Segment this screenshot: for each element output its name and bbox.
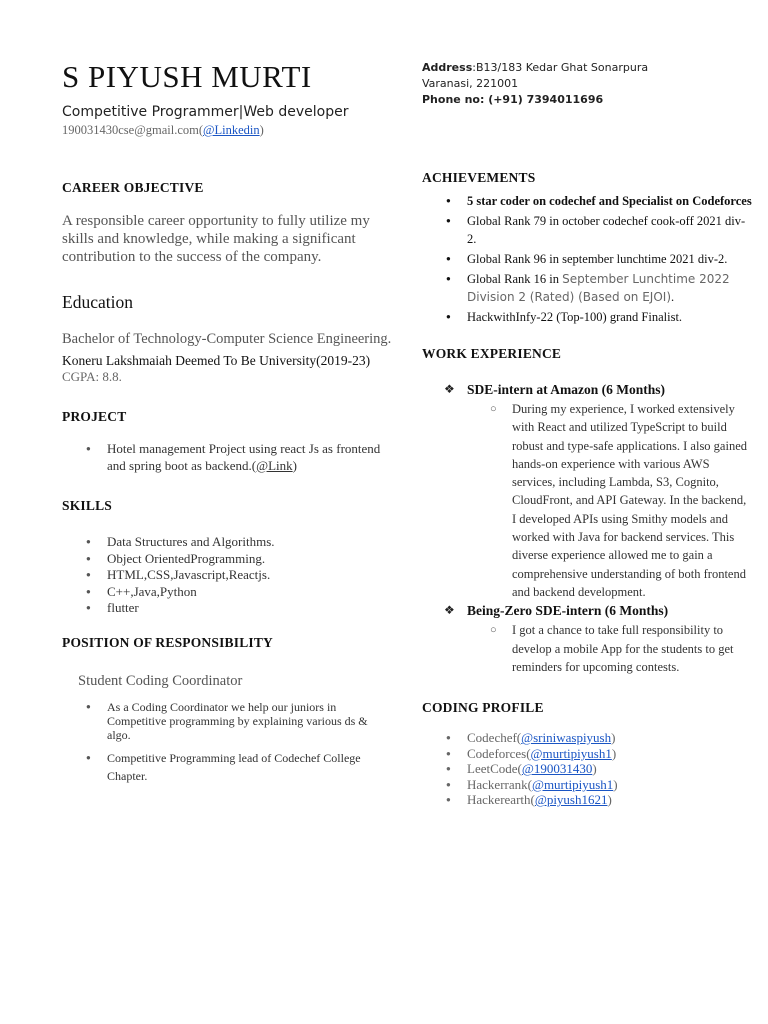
coding-site: Hackerearth( [467, 792, 535, 808]
email-text: 190031430cse@gmail.com( [62, 123, 203, 137]
diamond-bullet-icon: ❖ [444, 603, 455, 618]
address-line1: :B13/183 Kedar Ghat Sonarpura [472, 61, 649, 74]
coding-item [422, 777, 752, 793]
skills-heading: SKILLS [62, 498, 112, 513]
address-line2: Varanasi, 221001 [422, 77, 519, 90]
achievement-4-contest: September Lunchtime 2022 Division 2 (Rated) (Based on EJOI) [467, 272, 730, 304]
achievement-4-prefix: Global Rank 16 in [467, 272, 563, 286]
skill-item: ● C++,Java,Python [62, 584, 392, 601]
project-item [62, 441, 392, 474]
job-desc-text: During my experience, I worked extensively with React and utilized TypeScript to build robust and type-safe applications. I also gained hands-on experience with various AWS services, including Lambda, S3, Cognito, CloudFront, and API Gateway. In the backend, I developed APIs using Smithy models and worked with Java for backend services. This diverse experience allowed me to gain a comprehensive understanding of both frontend and backend development. [512, 402, 747, 599]
coding-item [422, 761, 752, 777]
coding-handle-link[interactable]: @190031430 [521, 761, 593, 777]
coding-item [422, 746, 752, 762]
job-title-amazon [422, 382, 752, 398]
achievement-4-suffix: . [671, 290, 675, 304]
diamond-bullet-icon: ❖ [444, 382, 455, 396]
education-cgpa: CGPA: 8.8. [62, 369, 122, 384]
project-list [62, 441, 392, 474]
job-desc-text: I got a chance to take full responsibility to develop a mobile App for the students to get reminders for upcoming contests. [512, 623, 734, 674]
coding-close: ) [607, 792, 612, 808]
coding-item [422, 792, 752, 808]
skill-item: ● flutter [62, 600, 392, 617]
work-heading: WORK EXPERIENCE [422, 346, 562, 361]
achievements-list [422, 192, 752, 326]
skill-item: ● Object OrientedProgramming. [62, 551, 392, 568]
job-title-text: Being-Zero SDE-intern (6 Months) [467, 603, 669, 619]
job-title-beingzero [422, 603, 752, 619]
achievement-item: ● HackwithInfy-22 (Top-100) grand Finalist. [422, 308, 752, 326]
responsibility-item: ● Competitive Programming lead of Codechef College Chapter. [62, 749, 392, 785]
coding-close: ) [611, 745, 617, 761]
right-column [422, 60, 752, 808]
job-desc-amazon [422, 400, 752, 601]
skill-item: ● Data Structures and Algorithms. [62, 534, 392, 551]
responsibility-heading: POSITION OF RESPONSIBILITY [62, 634, 274, 650]
coding-handle-link[interactable]: @murtipiyush1 [530, 745, 612, 761]
achievements-heading: ACHIEVEMENTS [422, 170, 536, 185]
coding-list [422, 730, 752, 808]
skills-list [62, 534, 392, 617]
project-heading: PROJECT [62, 409, 127, 424]
project-close: ) [292, 457, 297, 473]
linkedin-link[interactable]: @Linkedin [203, 123, 260, 137]
coding-site: LeetCode( [467, 761, 522, 777]
coding-heading: CODING PROFILE [422, 700, 544, 716]
achievement-item: ● Global Rank 96 in september lunchtime 2021 div-2. [422, 250, 752, 268]
email-close: ) [259, 123, 264, 137]
coding-item [422, 730, 752, 746]
achievement-item: ● Global Rank 79 in october codechef cook-off 2021 div-2. [422, 212, 752, 248]
coding-site: Codechef( [467, 730, 522, 746]
address-line [422, 60, 752, 76]
skill-item: ● HTML,CSS,Javascript,Reactjs. [62, 567, 392, 584]
achievement-item: ● 5 star coder on codechef and Specialist on Codeforces [422, 192, 752, 210]
coding-site: Codeforces( [467, 745, 531, 761]
achievement-item [422, 270, 752, 306]
coding-close: ) [611, 730, 616, 746]
education-university: Koneru Lakshmaiah Deemed To Be University(2019-23) [62, 353, 371, 368]
circle-bullet-icon: ○ [490, 403, 497, 415]
circle-bullet-icon: ○ [490, 624, 497, 637]
job-title-text: SDE-intern at Amazon (6 Months) [467, 382, 665, 397]
coding-close: ) [592, 761, 597, 777]
responsibility-list [62, 700, 392, 785]
project-link[interactable]: @Link [256, 457, 293, 473]
left-column [62, 58, 392, 785]
coding-handle-link[interactable]: @murtipiyush1 [531, 776, 614, 792]
coding-site: Hackerrank( [467, 776, 532, 792]
education-degree: Bachelor of Technology-Computer Science Engineering. [62, 331, 392, 347]
candidate-role: Competitive Programmer|Web developer [62, 104, 349, 120]
career-objective-text: A responsible career opportunity to fully utilize my skills and knowledge, while making a significant contribution to the success of the company. [62, 213, 370, 265]
phone-number: Phone no: (+91) 7394011696 [422, 93, 604, 106]
contact-line [62, 123, 392, 138]
responsibility-item: ● As a Coding Coordinator we help our juniors in Competitive programming by explaining various ds & algo. [62, 700, 392, 742]
project-text: Hotel management Project using react Js as frontend and spring boot as backend.( [107, 441, 381, 473]
responsibility-title: Student Coding Coordinator [78, 672, 243, 689]
address-label: Address [422, 61, 473, 74]
address-block [422, 60, 752, 108]
candidate-name: S PIYUSH MURTI [62, 59, 312, 94]
job-desc-beingzero [422, 621, 752, 676]
coding-handle-link[interactable]: @piyush1621 [534, 792, 608, 808]
coding-handle-link[interactable]: @sriniwaspiyush [521, 730, 612, 746]
career-objective-heading: CAREER OBJECTIVE [62, 180, 204, 195]
education-heading: Education [62, 292, 133, 312]
coding-close: ) [613, 776, 618, 792]
